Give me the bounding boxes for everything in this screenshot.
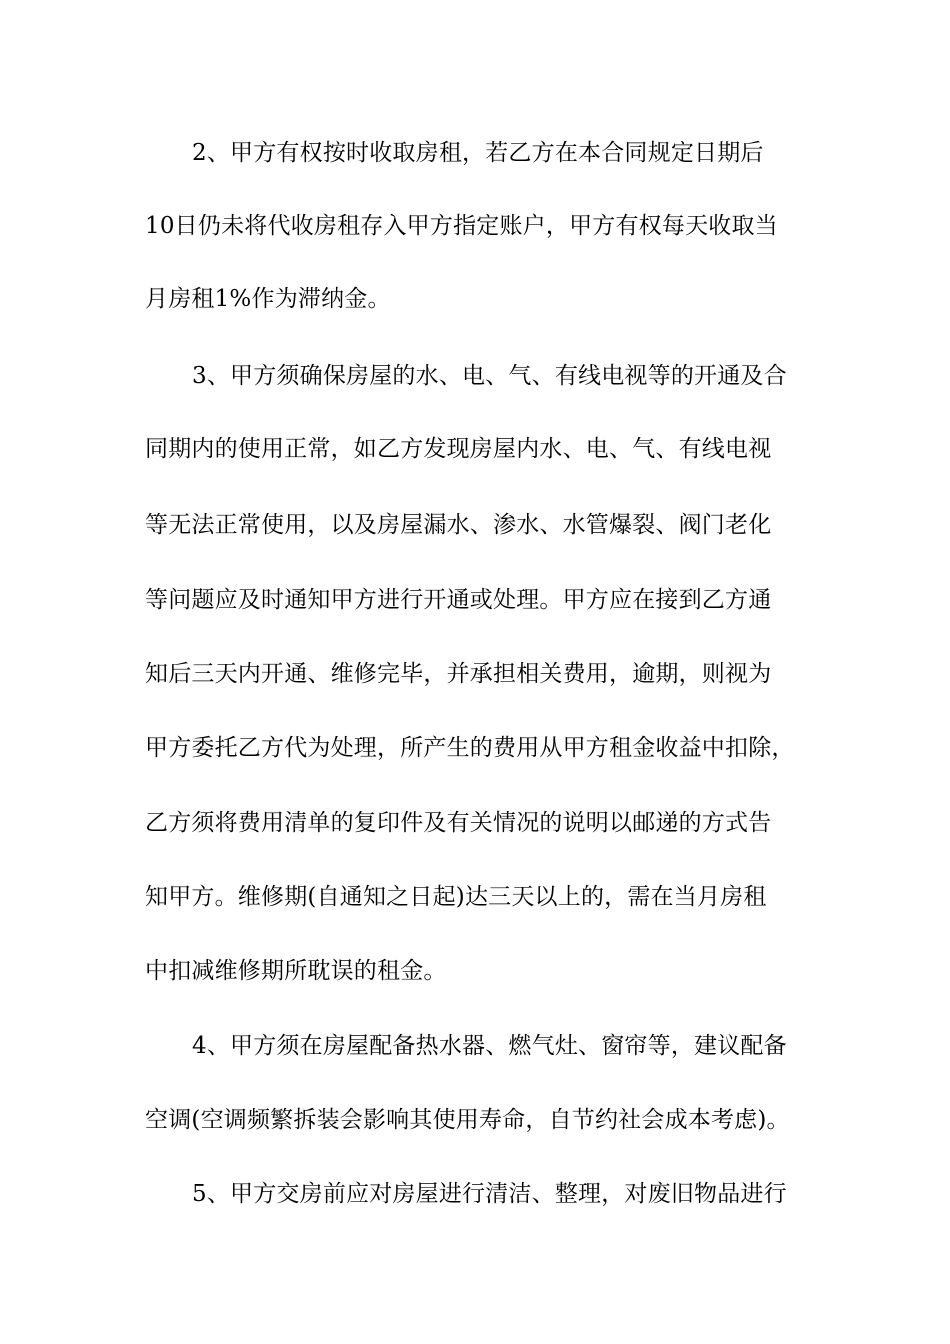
text-line: 中扣减维修期所耽误的租金。 xyxy=(145,958,447,984)
text-line: 月房租1%作为滞纳金。 xyxy=(145,286,391,312)
text-line: 2、甲方有权按时收取房租，若乙方在本合同规定日期后 xyxy=(192,140,764,166)
text-line: 空调(空调频繁拆装会影响其使用寿命，自节约社会成本考虑)。 xyxy=(145,1107,790,1133)
text-line: 等问题应及时通知甲方进行开通或处理。甲方应在接到乙方通 xyxy=(145,587,772,613)
text-line: 知甲方。维修期(自通知之日起)达三天以上的，需在当月房租 xyxy=(145,884,767,910)
text-line: 3、甲方须确保房屋的水、电、气、有线电视等的开通及合 xyxy=(192,363,787,389)
text-line: 等无法正常使用，以及房屋漏水、渗水、水管爆裂、阀门老化 xyxy=(145,512,772,538)
text-line: 10日仍未将代收房租存入甲方指定账户，甲方有权每天收取当 xyxy=(145,213,778,239)
text-line: 知后三天内开通、维修完毕，并承担相关费用，逾期，则视为 xyxy=(145,661,772,687)
text-line: 乙方须将费用清单的复印件及有关情况的说明以邮递的方式告 xyxy=(145,810,772,836)
text-line: 同期内的使用正常，如乙方发现房屋内水、电、气、有线电视 xyxy=(145,436,772,462)
text-line: 5、甲方交房前应对房屋进行清洁、整理，对废旧物品进行 xyxy=(192,1181,787,1207)
text-line: 4、甲方须在房屋配备热水器、燃气灶、窗帘等，建议配备 xyxy=(192,1033,787,1059)
text-line: 甲方委托乙方代为处理，所产生的费用从甲方租金收益中扣除， xyxy=(145,735,795,761)
